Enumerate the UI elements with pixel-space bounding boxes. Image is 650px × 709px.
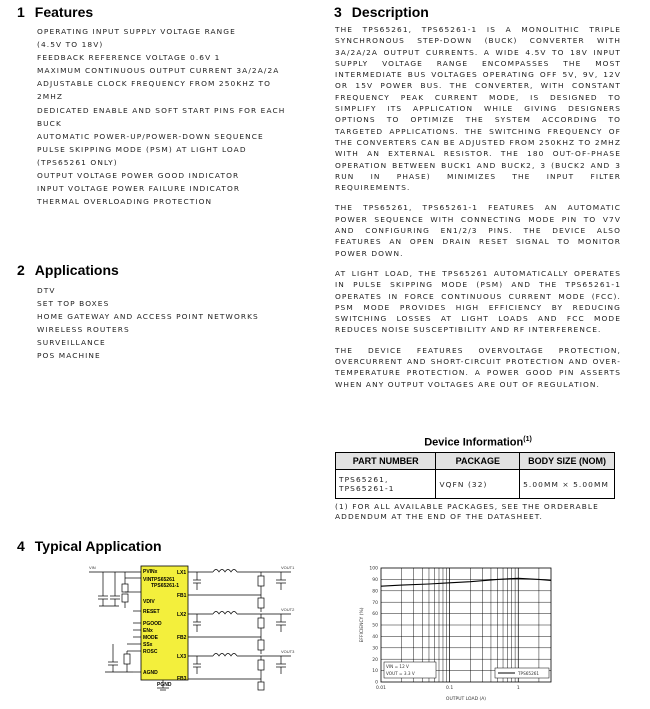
ic-name-2: TPS65261-1 bbox=[151, 583, 180, 589]
list-item: SURVEILLANCE bbox=[37, 338, 106, 348]
list-item: DTV bbox=[37, 286, 56, 295]
applications-title: Applications bbox=[34, 262, 119, 278]
column-header-part-number: PART NUMBER bbox=[336, 453, 436, 470]
part-number-line-2: TPS65261-1 bbox=[339, 484, 395, 493]
vout1-label: VOUT1 bbox=[281, 565, 295, 570]
features-heading bbox=[17, 4, 93, 20]
y-tick-label: 20 bbox=[372, 657, 378, 663]
applications-list bbox=[37, 284, 312, 363]
list-item: MAXIMUM CONTINUOUS OUTPUT CURRENT 3A/2A/2A bbox=[37, 66, 280, 76]
y-tick-label: 30 bbox=[372, 646, 378, 652]
y-tick-label: 40 bbox=[372, 635, 378, 640]
ic-pin-label: FB1 bbox=[177, 593, 187, 599]
y-tick-label: 50 bbox=[372, 623, 378, 629]
description-number: 3 bbox=[334, 4, 342, 20]
typical-application-number: 4 bbox=[17, 538, 25, 554]
y-tick-label: 10 bbox=[372, 669, 378, 675]
description-paragraph: THE DEVICE FEATURES OVERVOLTAGE PROTECTION, OVERCURRENT AND SHORT-CIRCUIT PROTECTION AND OVER-TEMPERATURE PROTECTION. A POWER GOOD PIN ASSERTS WHEN ANY OUTPUT VOLTAGES ARE OUT OF REGULATION. bbox=[335, 345, 621, 389]
description-paragraph: AT LIGHT LOAD, THE TPS65261 AUTOMATICALLY OPERATES IN PULSE SKIPPING MODE (PSM) AND THE TPS65261-1 OPERATES IN FORCE CONTINUOUS CURRENT MODE (FCC). PSM MODE PROVIDES HIGH EFFICIENCY BY REDUCING SWITCHING LOSSES AT LIGHT LOADS AND FCC MODE REDUCES NOISE SUSCEPTIBILITY AND RF INTERFERENCE. bbox=[335, 268, 621, 335]
y-axis-label: EFFICIENCY (%) bbox=[360, 607, 365, 643]
features-number: 1 bbox=[17, 4, 25, 20]
efficiency-chart bbox=[355, 564, 570, 704]
typical-application-title: Typical Application bbox=[34, 538, 162, 554]
ic-pin-label: PVINx bbox=[143, 569, 158, 575]
y-tick-label: 100 bbox=[369, 566, 378, 572]
cell-package: VQFN (32) bbox=[436, 470, 520, 499]
list-item: SET TOP BOXES bbox=[37, 299, 110, 309]
ic-pin-label: LX1 bbox=[177, 570, 187, 576]
ic-pin-label: VDIV bbox=[143, 599, 155, 605]
ic-pin-label: PGOOD bbox=[143, 621, 162, 627]
list-item: DEDICATED ENABLE AND SOFT START PINS FOR EACH bbox=[37, 105, 286, 115]
list-item: ADJUSTABLE CLOCK FREQUENCY FROM 250KHZ TO bbox=[37, 79, 272, 89]
ic-pin-label: FB3 bbox=[177, 676, 187, 682]
description-heading bbox=[334, 4, 429, 20]
table-row bbox=[336, 470, 615, 499]
typical-application-schematic bbox=[85, 562, 305, 697]
ic-pin-label: ENx bbox=[143, 628, 153, 634]
ic-pin-label: ROSC bbox=[143, 649, 158, 655]
x-tick-label: 0.01 bbox=[375, 686, 387, 691]
column-header-body-size: BODY SIZE (NOM) bbox=[520, 453, 615, 470]
list-item: PULSE SKIPPING MODE (PSM) AT LIGHT LOAD bbox=[37, 144, 247, 154]
device-info-footnote: (1) FOR ALL AVAILABLE PACKAGES, SEE THE ORDERABLE ADDENDUM AT THE END OF THE DATASHEET. bbox=[335, 502, 599, 521]
cell-part-number bbox=[336, 470, 436, 499]
device-info-footnote-marker: (1) bbox=[523, 436, 532, 443]
part-number-line-1: TPS65261, bbox=[339, 475, 389, 484]
list-item: INPUT VOLTAGE POWER FAILURE INDICATOR bbox=[37, 184, 241, 194]
list-item: (TPS65261 ONLY) bbox=[37, 157, 118, 167]
description-body bbox=[335, 24, 621, 399]
condition-vout: VOUT = 3.3 V bbox=[386, 671, 415, 676]
list-item: WIRELESS ROUTERS bbox=[37, 325, 130, 335]
vin-label: VIN bbox=[89, 565, 96, 570]
description-paragraph: THE TPS65261, TPS65261-1 FEATURES AN AUTOMATIC POWER SEQUENCE WITH CONNECTING MODE PIN TO V7V AND CONFIGURING EN1/2/3 PINS. THE DEVICE ALSO FEATURES AN OPEN DRAIN RESET SIGNAL TO MONITOR POWER DOWN. bbox=[335, 203, 621, 258]
list-item: AUTOMATIC POWER-UP/POWER-DOWN SEQUENCE bbox=[37, 131, 264, 141]
cell-body-size: 5.00MM × 5.00MM bbox=[520, 470, 615, 499]
list-item: OPERATING INPUT SUPPLY VOLTAGE RANGE bbox=[37, 27, 236, 36]
applications-number: 2 bbox=[17, 262, 25, 278]
x-tick-label: 0.1 bbox=[446, 686, 454, 691]
y-tick-label: 90 bbox=[372, 578, 378, 583]
ic-name-1: TPS65261 bbox=[151, 577, 175, 583]
description-title: Description bbox=[351, 4, 429, 20]
ic-pin-label: LX3 bbox=[177, 654, 187, 660]
y-tick-label: 80 bbox=[372, 589, 378, 595]
features-list bbox=[37, 25, 312, 208]
list-item: HOME GATEWAY AND ACCESS POINT NETWORKS bbox=[37, 312, 259, 322]
description-paragraph: THE TPS65261, TPS65261-1 IS A MONOLITHIC TRIPLE SYNCHRONOUS STEP-DOWN (BUCK) CONVERTER WITH 3A/2A/2A OUTPUT CURRENTS. A WIDE 4.5V TO 18V INPUT SUPPLY VOLTAGE RANGE ENCOMPASSES THE MOST INTERMEDIATE BUS VOLTAGES OPERATING OFF 5V, 9V, 12V OR 15V POWER BUS. THE CONVERTER, WITH CONSTANT FREQUENCY PEAK CURRENT MODE, IS DESIGNED TO SIMPLIFY ITS APPLICATION WHILE GIVING DESIGNERS OPTIONS TO OPTIMIZE THE SYSTEM ACCORDING TO TARGETED APPLICATIONS. THE SWITCHING FREQUENCY OF THE CONVERTERS CAN BE ADJUSTED FROM 250KHZ TO 2MHZ WITH AN EXTERNAL RESISTOR. THE 180 OUT-OF-PHASE OPERATION BETWEEN BUCK1 AND BUCK2, 3 (BUCK2 AND 3 RUN IN PHASE) MINIMIZES THE INPUT FILTER REQUIREMENTS. bbox=[335, 25, 621, 193]
vout3-label: VOUT3 bbox=[281, 649, 295, 654]
applications-heading bbox=[17, 262, 119, 278]
ic-pin-label: SSx bbox=[143, 642, 153, 648]
y-tick-label: 70 bbox=[372, 600, 378, 606]
vout2-label: VOUT2 bbox=[281, 607, 295, 612]
ic-pin-label: VIN bbox=[143, 577, 152, 583]
device-info-title-text: Device Information bbox=[424, 436, 524, 449]
y-tick-label: 0 bbox=[375, 680, 378, 686]
list-item: BUCK bbox=[37, 118, 62, 128]
device-info-title bbox=[335, 436, 621, 449]
list-item: POS MACHINE bbox=[37, 351, 101, 361]
y-tick-label: 60 bbox=[372, 612, 378, 618]
list-item: 2MHZ bbox=[37, 92, 64, 102]
list-item: OUTPUT VOLTAGE POWER GOOD INDICATOR bbox=[37, 171, 240, 181]
condition-vin: VIN = 12 V bbox=[386, 664, 409, 669]
list-item: (4.5V TO 18V) bbox=[37, 40, 104, 50]
ic-pin-label: FB2 bbox=[177, 635, 187, 641]
features-title: Features bbox=[34, 4, 94, 20]
list-item: FEEDBACK REFERENCE VOLTAGE 0.6V 1 bbox=[37, 53, 221, 63]
x-tick-label: 1 bbox=[516, 686, 520, 691]
list-item: THERMAL OVERLOADING PROTECTION bbox=[37, 197, 213, 207]
ic-pin-label: LX2 bbox=[177, 612, 187, 618]
x-axis-label: OUTPUT LOAD (A) bbox=[445, 697, 487, 702]
ic-pin-label: MODE bbox=[143, 635, 158, 641]
legend-entry: TPS65261 bbox=[518, 671, 540, 676]
table-header-row bbox=[336, 453, 615, 470]
ic-pin-label: RESET bbox=[143, 609, 160, 615]
ic-pin-label: PGND bbox=[157, 682, 172, 688]
column-header-package: PACKAGE bbox=[436, 453, 520, 470]
typical-application-heading bbox=[17, 538, 162, 554]
ic-pin-label: AGND bbox=[143, 670, 158, 676]
device-info-table bbox=[335, 452, 615, 499]
